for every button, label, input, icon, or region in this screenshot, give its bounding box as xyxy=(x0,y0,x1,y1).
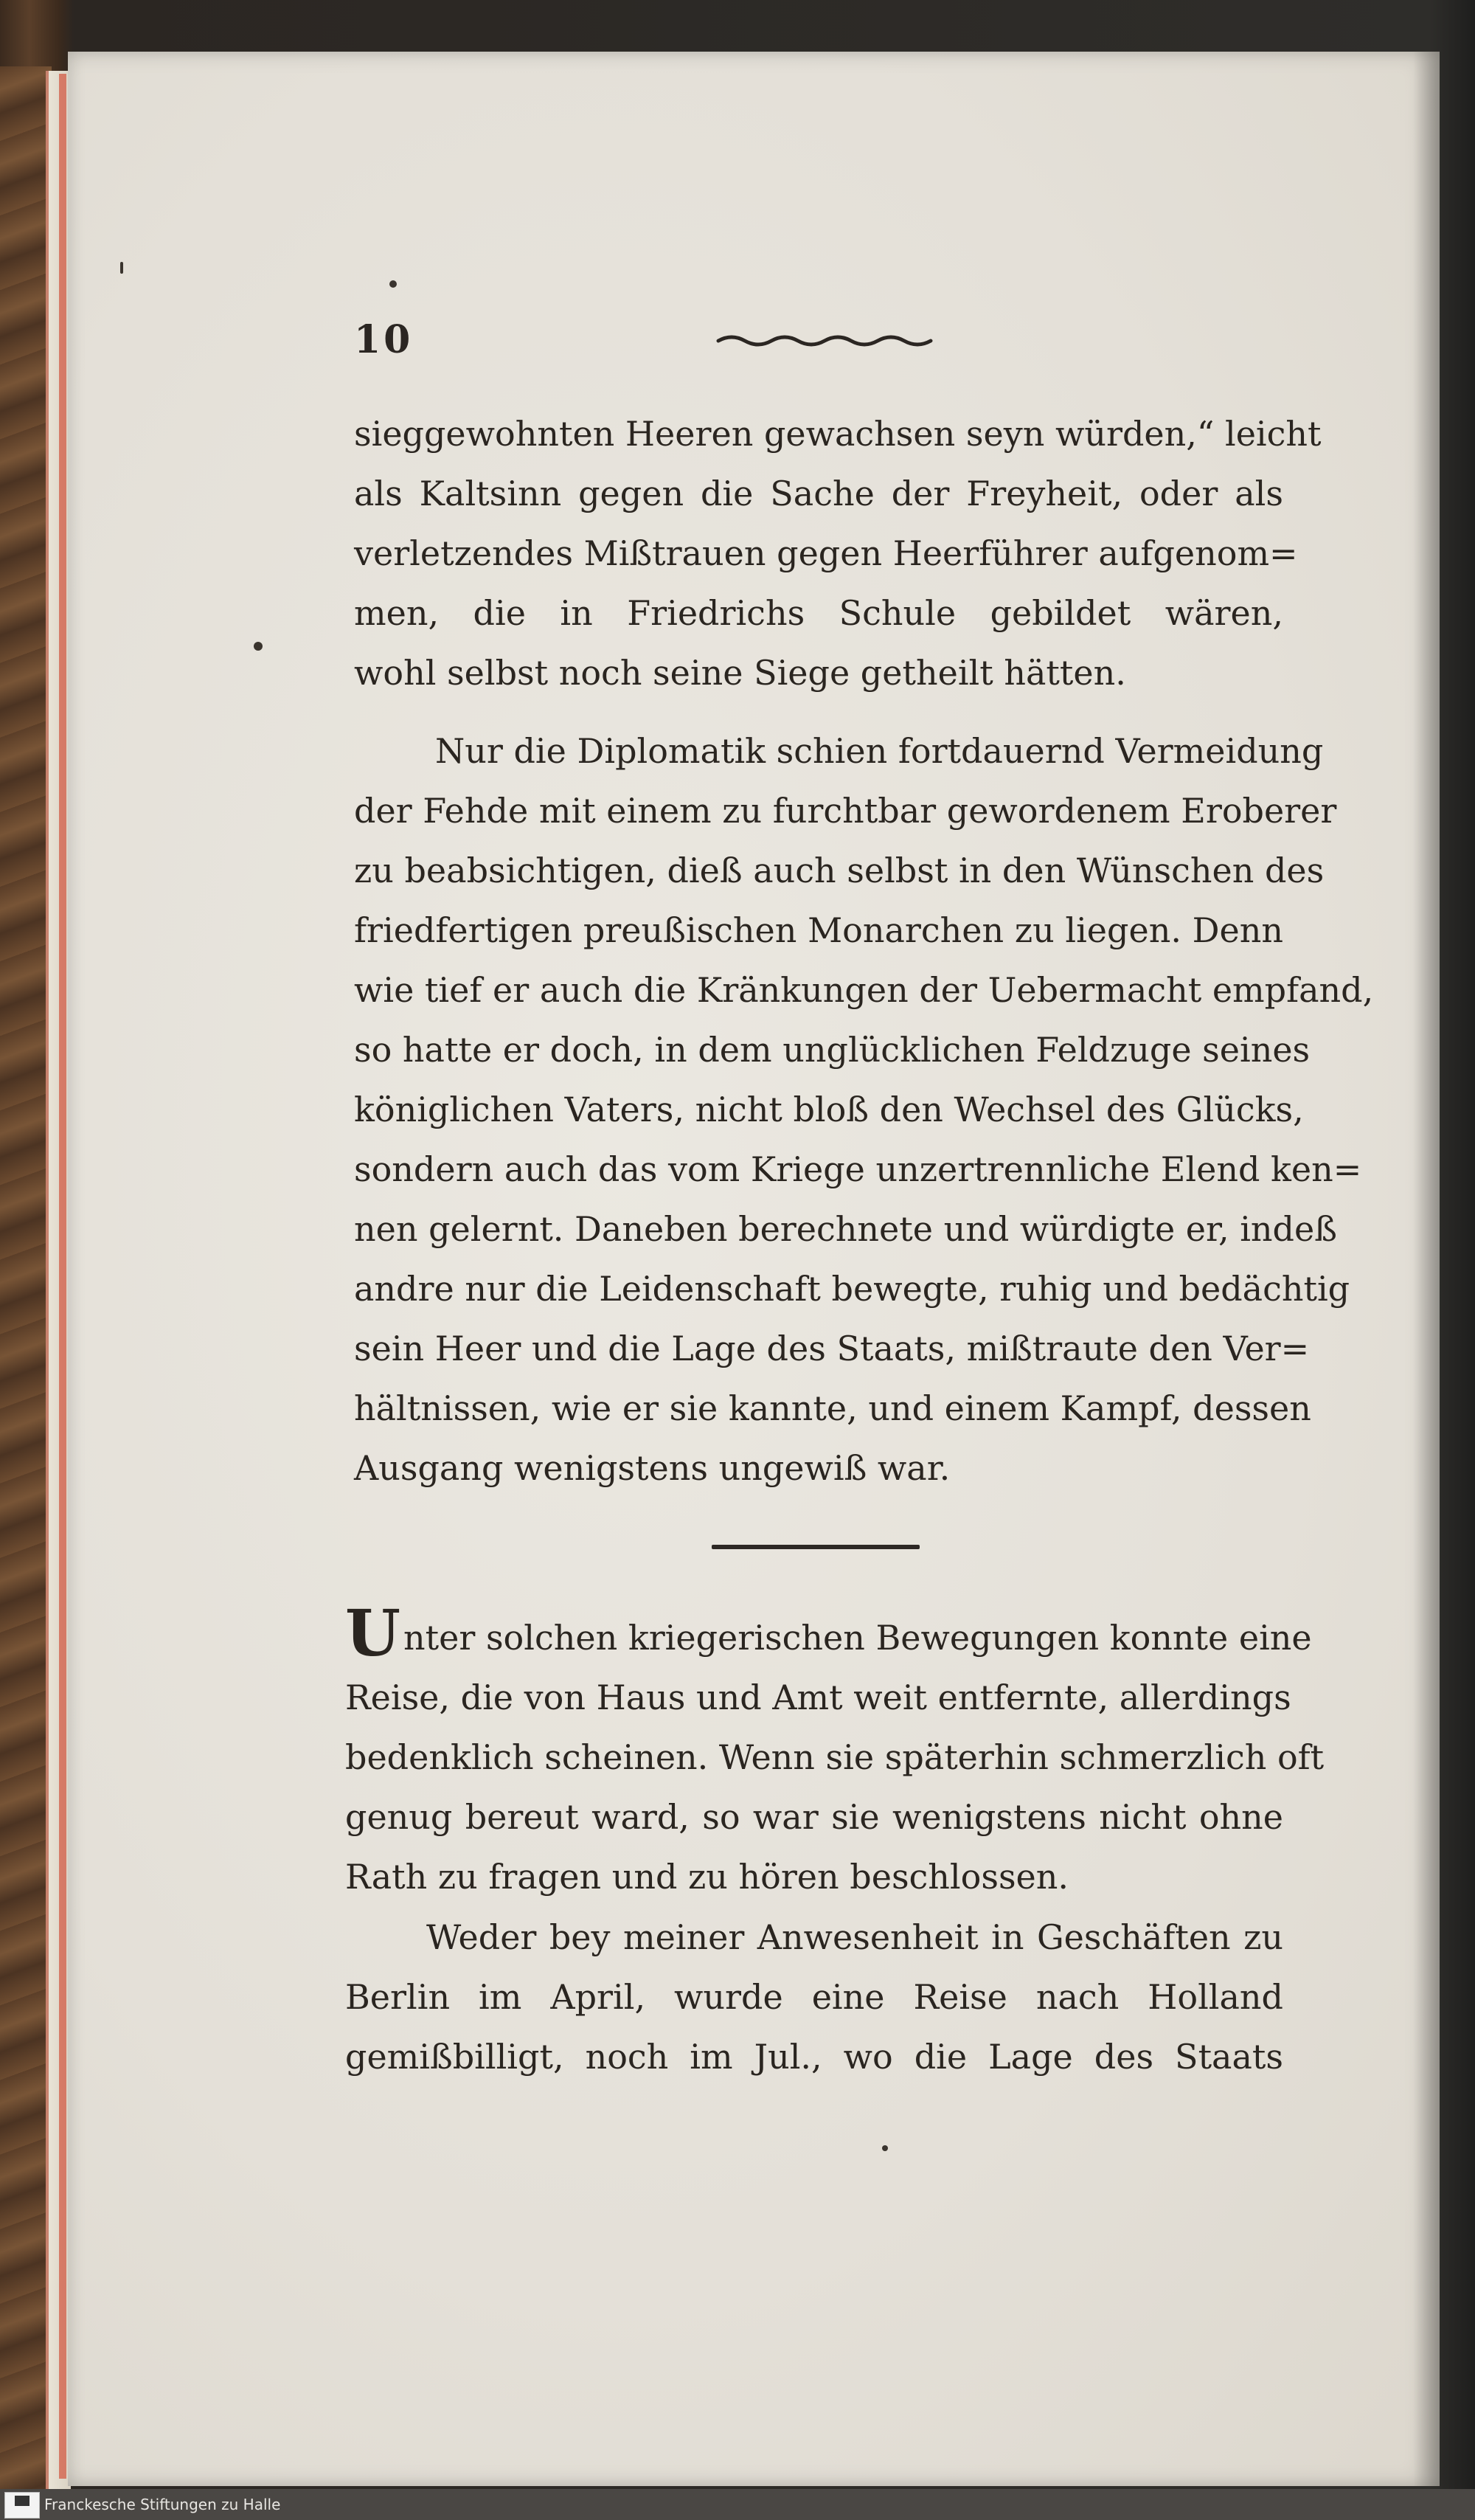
drop-cap: U xyxy=(345,1596,400,1671)
header-ornament xyxy=(715,330,937,348)
paragraph-3 xyxy=(345,1596,1325,1907)
page-number: 10 xyxy=(354,317,414,362)
text-line-first xyxy=(345,1596,1312,1671)
paragraph-2 xyxy=(354,721,1374,1498)
text-line: wohl selbst noch seine Siege getheilt hätten. xyxy=(354,653,1126,693)
text-line: Nur die Diplomatik schien fortdauernd Vermeidung xyxy=(435,731,1324,771)
paragraph-4 xyxy=(345,1908,1283,2087)
text-line: wie tief er auch die Kränkungen der Uebermacht empfand, xyxy=(354,970,1374,1010)
text-line: königlichen Vaters, nicht bloß den Wechsel des Glücks, xyxy=(354,1090,1304,1129)
text-line: Rath zu fragen und zu hören beschlossen. xyxy=(345,1857,1069,1897)
text-line: sondern auch das vom Kriege unzertrennliche Elend ken= xyxy=(354,1149,1362,1189)
ink-speck xyxy=(254,642,263,651)
text-line: bedenklich scheinen. Wenn sie späterhin schmerzlich oft xyxy=(345,1737,1325,1777)
text-line: nen gelernt. Daneben berechnete und würdigte er, indeß xyxy=(354,1209,1337,1249)
text-line: sieggewohnten Heeren gewachsen seyn würden,“ leicht xyxy=(354,414,1322,454)
red-page-edge xyxy=(59,74,66,2479)
text-line: hältnissen, wie er sie kannte, und einem Kampf, dessen xyxy=(354,1388,1311,1428)
text-line: gemißbilligt, noch im Jul., wo die Lage des Staats xyxy=(345,2037,1283,2077)
text-line-rest: nter solchen kriegerischen Bewegungen konnte eine xyxy=(403,1618,1312,1658)
text-line: genug bereut ward, so war sie wenigstens nicht ohne xyxy=(345,1797,1283,1837)
text-line: Ausgang wenigstens ungewiß war. xyxy=(354,1448,951,1488)
ink-speck xyxy=(120,262,123,274)
text-line: zu beabsichtigen, dieß auch selbst in den Wünschen des xyxy=(354,851,1325,890)
text-line: Berlin im April, wurde eine Reise nach Holland xyxy=(345,1977,1283,2017)
section-divider xyxy=(712,1545,920,1549)
text-line: Reise, die von Haus und Amt weit entfernte, allerdings xyxy=(345,1678,1291,1717)
text-line: der Fehde mit einem zu furchtbar gewordenem Eroberer xyxy=(354,791,1337,831)
text-line: sein Heer und die Lage des Staats, mißtraute den Ver= xyxy=(354,1329,1310,1368)
institution-logo-icon xyxy=(4,2492,40,2519)
page-shadow xyxy=(1413,52,1440,2486)
text-line: men, die in Friedrichs Schule gebildet wären, xyxy=(354,593,1283,633)
text-line: verletzendes Mißtrauen gegen Heerführer aufgenom= xyxy=(354,533,1298,573)
text-line: friedfertigen preußischen Monarchen zu liegen. Denn xyxy=(354,910,1283,950)
paragraph-1 xyxy=(354,404,1322,703)
footer-institution: Franckesche Stiftungen zu Halle xyxy=(44,2496,281,2513)
page-stack-edge xyxy=(46,71,71,2490)
text-line: andre nur die Leidenschaft bewegte, ruhig und bedächtig xyxy=(354,1269,1350,1309)
ink-speck xyxy=(389,280,397,288)
text-line: so hatte er doch, in dem unglücklichen Feldzuge seines xyxy=(354,1030,1311,1070)
book-cover-edge xyxy=(0,66,52,2493)
ink-speck xyxy=(882,2145,888,2151)
text-line: als Kaltsinn gegen die Sache der Freyheit, oder als xyxy=(354,474,1283,513)
text-line: Weder bey meiner Anwesenheit in Geschäften zu xyxy=(426,1917,1283,1957)
page-header xyxy=(354,317,944,361)
